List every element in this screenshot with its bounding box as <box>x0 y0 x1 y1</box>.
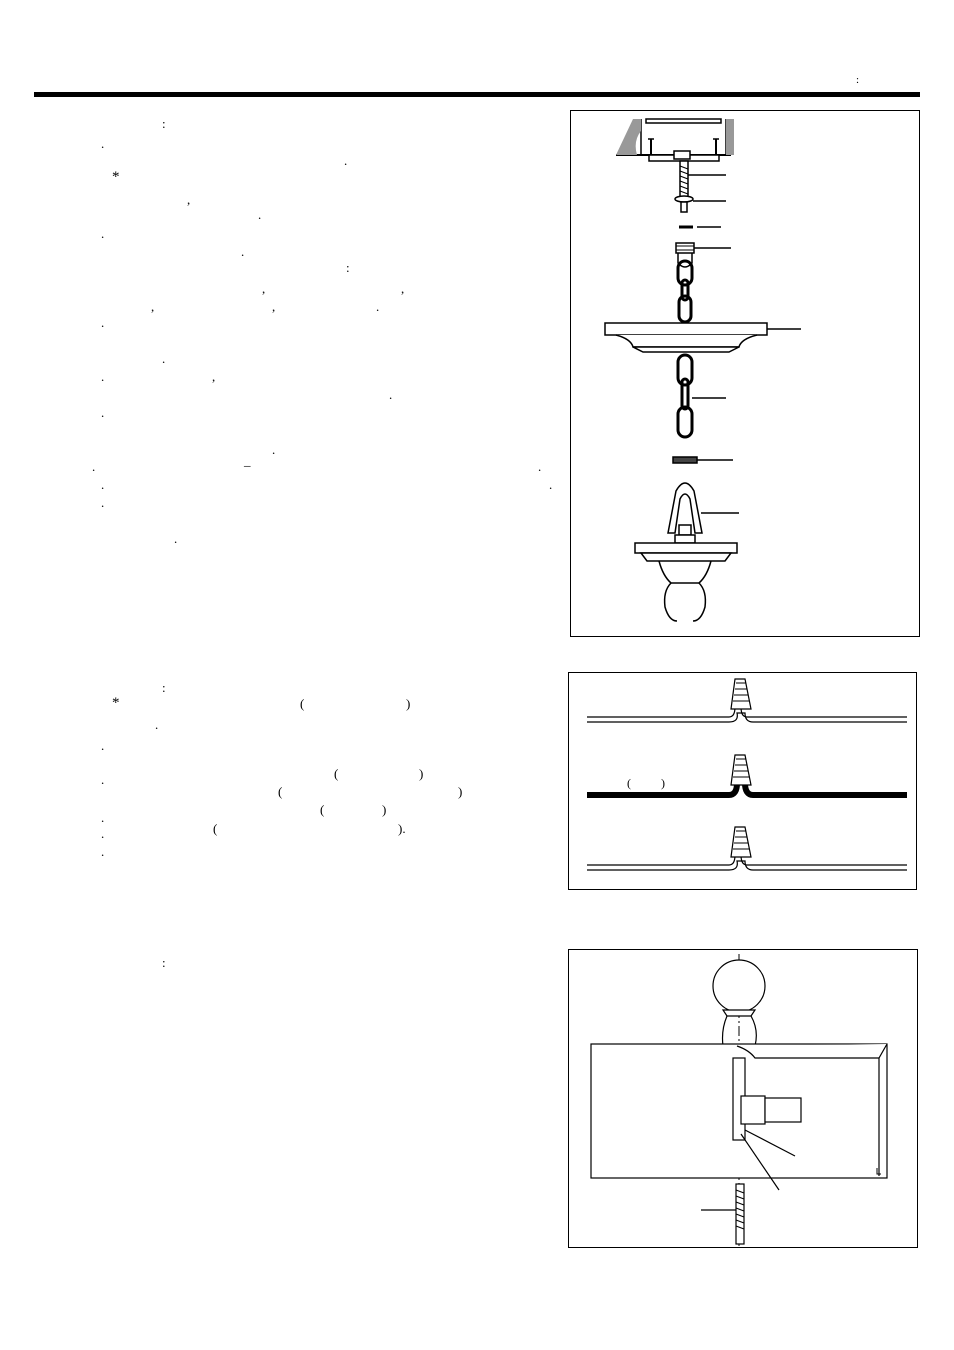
glyph: ) <box>419 766 424 781</box>
glyph: . <box>101 772 105 787</box>
section-1-colon: : <box>162 116 166 131</box>
glyph: ( <box>213 821 218 836</box>
glyph: . <box>376 299 380 314</box>
glyph: , <box>272 299 276 314</box>
header-mark: : <box>856 74 860 86</box>
glyph: ) <box>458 784 463 799</box>
glyph: ( <box>320 802 325 817</box>
glyph: . <box>101 226 105 241</box>
glyph: . <box>101 826 105 841</box>
glyph: . <box>101 477 105 492</box>
section-3-colon: : <box>162 955 166 970</box>
header-rule <box>34 92 920 97</box>
wire-label: ( ) <box>627 776 665 790</box>
glyph: . <box>92 459 96 474</box>
glyph: . <box>241 244 245 259</box>
glyph: . <box>272 442 276 457</box>
glyph: , <box>401 281 405 296</box>
glyph: * <box>112 695 120 711</box>
glyph: . <box>549 477 553 492</box>
glyph: . <box>101 315 105 330</box>
glyph: . <box>155 717 159 732</box>
glyph: _ <box>244 453 251 468</box>
glyph: . <box>101 738 105 753</box>
glyph: . <box>162 351 166 366</box>
glyph: ) <box>406 696 411 711</box>
glyph: , <box>151 299 155 314</box>
glyph: , <box>187 192 191 207</box>
glyph: . <box>538 459 542 474</box>
glyph: , <box>262 281 266 296</box>
glyph: . <box>389 387 393 402</box>
glyph: . <box>101 844 105 859</box>
assembly-diagram <box>570 110 920 637</box>
glyph: . <box>101 369 105 384</box>
glyph: , <box>212 369 216 384</box>
glyph: . <box>101 136 105 151</box>
glyph: . <box>101 810 105 825</box>
glyph: ( <box>278 784 283 799</box>
glyph: ( <box>334 766 339 781</box>
glyph: . <box>174 531 178 546</box>
glyph: * <box>112 169 120 185</box>
glyph: . <box>101 405 105 420</box>
glyph: : <box>346 260 350 275</box>
glyph: ( <box>300 696 305 711</box>
glyph: . <box>258 207 262 222</box>
wiring-diagram <box>568 672 917 890</box>
glyph: . <box>101 495 105 510</box>
glyph: ). <box>398 821 406 836</box>
section-2-colon: : <box>162 680 166 695</box>
glyph: ) <box>382 802 387 817</box>
glyph: . <box>344 153 348 168</box>
shade-diagram <box>568 949 918 1248</box>
